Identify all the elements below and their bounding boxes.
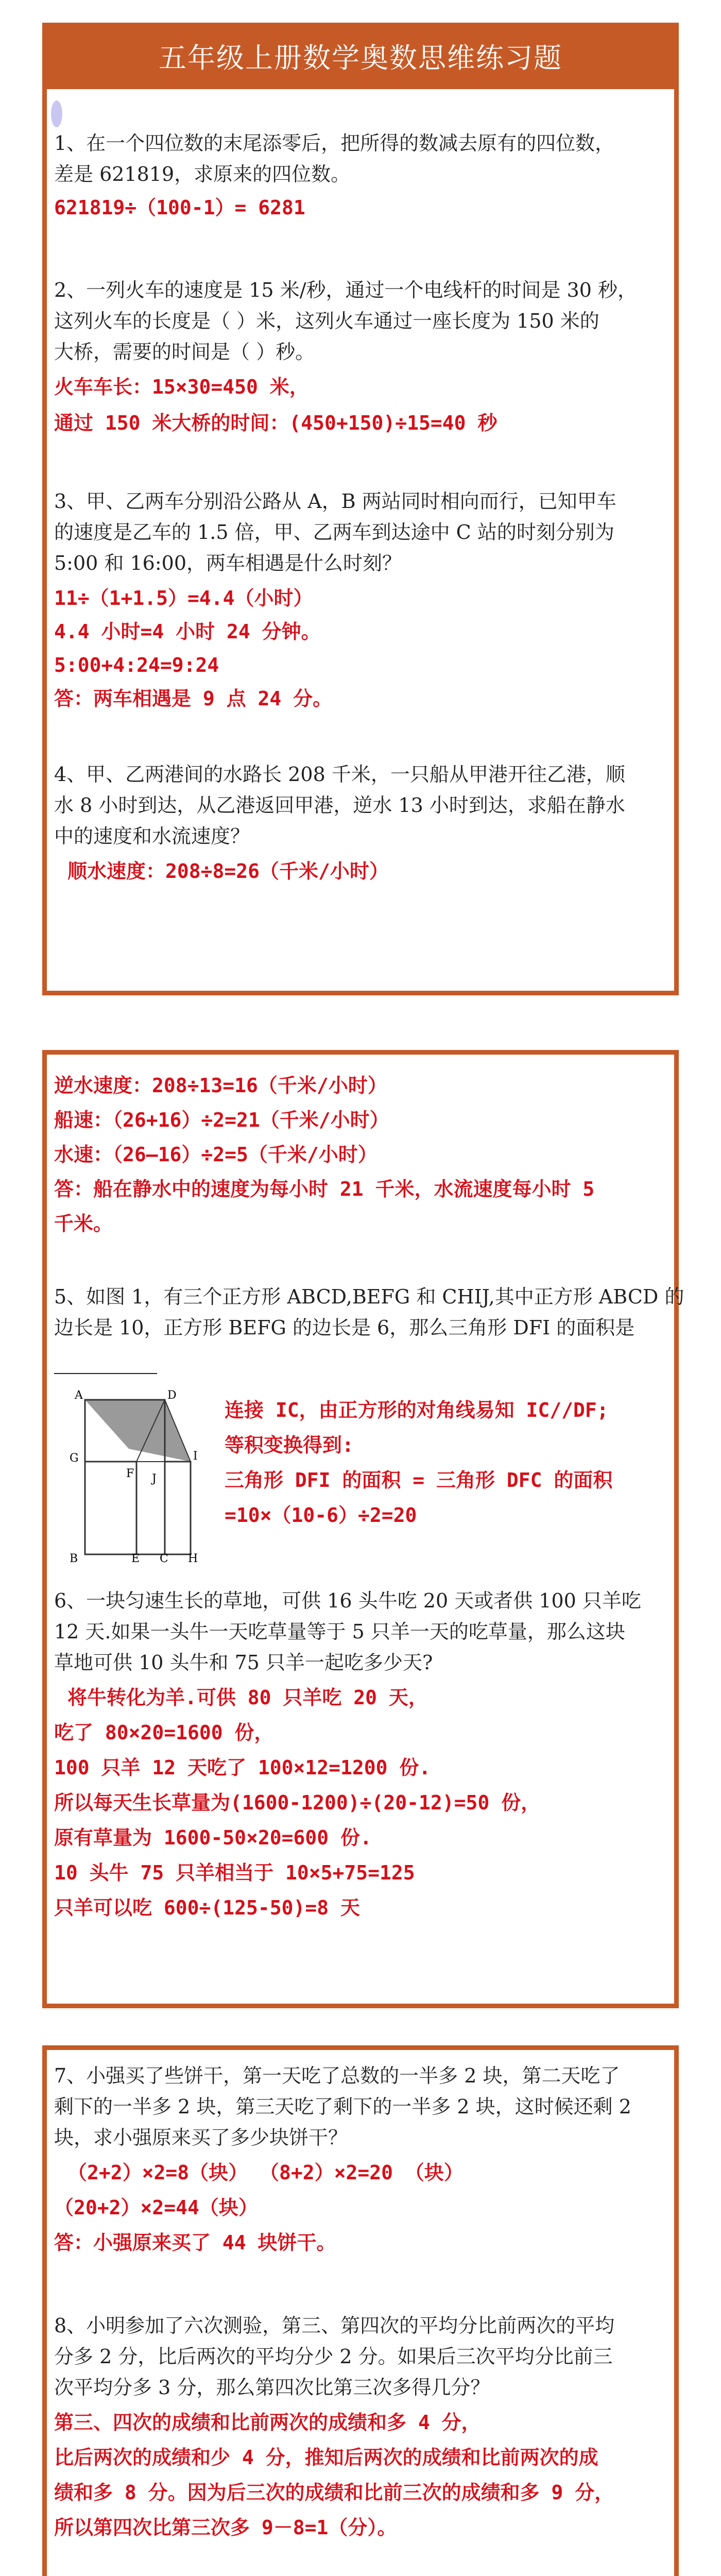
question-3-line: 5:00 和 16:00，两车相遇是什么时刻？ xyxy=(54,552,402,574)
answer-5-line: =10×（10-6）÷2=20 xyxy=(225,1504,417,1527)
figure-label: G xyxy=(70,1452,79,1465)
answer-4-cont-line: 答：船在静水中的速度为每小时 21 千米，水流速度每小时 5 xyxy=(54,1178,595,1200)
figure-label: D xyxy=(167,1389,177,1402)
question-4-line: 中的速度和水流速度？ xyxy=(54,825,250,848)
answer-8-line: 比后两次的成绩和少 4 分，推知后两次的成绩和比前两次的成 xyxy=(54,2446,598,2469)
answer-8-line: 所以第四次比第三次多 9－8=1（分）。 xyxy=(54,2516,397,2539)
question-5-line: 5、如图 1，有三个正方形 ABCD,BEFG 和 CHIJ,其中正方形 ABCD 的 xyxy=(54,1285,684,1308)
bullet-dot xyxy=(51,100,62,127)
answer-5-line: 连接 IC，由正方形的对角线易知 IC//DF; xyxy=(225,1399,609,1421)
answer-2-line: 通过 150 米大桥的时间：(450+150)÷15=40 秒 xyxy=(54,412,497,434)
question-1-line: 1、在一个四位数的末尾添零后，把所得的数减去原有的四位数， xyxy=(54,132,615,155)
question-2-line: 大桥，需要的时间是（ ）秒。 xyxy=(54,341,315,363)
answer-6-line: 只羊可以吃 600÷(125-50)=8 天 xyxy=(54,1896,360,1919)
figure-label: E xyxy=(131,1552,140,1565)
question-8-line: 分多 2 分，比后两次的平均分少 2 分。如果后三次平均分比前三 xyxy=(54,2345,613,2368)
answer-4-line: 顺水速度：208÷8=26（千米/小时） xyxy=(67,860,389,883)
answer-3-line: 答：两车相遇是 9 点 24 分。 xyxy=(54,687,333,710)
question-6-line: 6、一块匀速生长的草地，可供 16 头牛吃 20 天或者供 100 只羊吃 xyxy=(54,1589,641,1612)
answer-6-line: 原有草量为 1600-50×20=600 份. xyxy=(54,1826,372,1849)
figure-label: B xyxy=(70,1552,78,1565)
figure-label: I xyxy=(193,1450,198,1463)
question-6-line: 12 天.如果一头牛一天吃草量等于 5 只羊一天的吃草量，那么这块 xyxy=(54,1620,625,1643)
shaded-triangle-dfi xyxy=(85,1400,191,1462)
answer-blank xyxy=(54,1373,157,1374)
answer-7-line: （20+2）×2=44（块） xyxy=(54,2196,258,2219)
answer-5-line: 三角形 DFI 的面积 = 三角形 DFC 的面积 xyxy=(225,1469,613,1492)
answer-1-line: 621819÷（100-1）= 6281 xyxy=(54,196,305,219)
question-2-line: 2、一列火车的速度是 15 米/秒，通过一个电线杆的时间是 30 秒， xyxy=(54,279,638,301)
question-6-line: 草地可供 10 头牛和 75 只羊一起吃多少天? xyxy=(54,1651,433,1674)
figure-label: H xyxy=(188,1552,198,1565)
answer-5-line: 等积变换得到: xyxy=(225,1434,354,1456)
worksheet-page-2 xyxy=(42,1050,684,2008)
answer-3-line: 5:00+4:24=9:24 xyxy=(54,654,219,676)
answer-8-line: 第三、四次的成绩和比前两次的成绩和多 4 分， xyxy=(54,2411,481,2434)
answer-4-cont-line: 水速：（26—16）÷2=5（千米/小时） xyxy=(54,1143,377,1166)
question-7-line: 块，求小强原来买了多少块饼干？ xyxy=(54,2126,348,2149)
answer-7-line: （2+2）×2=8（块） （8+2）×2=20 （块） xyxy=(67,2161,464,2184)
figure-label: A xyxy=(75,1389,83,1402)
question-7-line: 7、小强买了些饼干，第一天吃了总数的一半多 2 块，第二天吃了 xyxy=(54,2064,620,2087)
question-3-line: 3、甲、乙两车分别沿公路从 A，B 两站同时相向而行，已知甲车 xyxy=(54,490,616,513)
answer-4-cont-line: 船速：（26+16）÷2=21（千米/小时） xyxy=(54,1109,389,1131)
answer-6-line: 100 只羊 12 天吃了 100×12=1200 份. xyxy=(54,1756,431,1779)
question-4-line: 水 8 小时到达，从乙港返回甲港，逆水 13 小时到达，求船在静水 xyxy=(54,794,625,817)
worksheet-page-3 xyxy=(42,2045,679,2576)
figure-label: C xyxy=(160,1552,168,1565)
figure-label: F xyxy=(126,1467,134,1480)
question-4-line: 4、甲、乙两港间的水路长 208 千米，一只船从甲港开往乙港，顺 xyxy=(54,763,625,786)
question-1-line: 差是 621819，求原来的四位数。 xyxy=(54,163,351,185)
answer-3-line: 11÷（1+1.5）=4.4（小时） xyxy=(54,587,313,609)
question-8-line: 次平均分多 3 分，那么第四次比第三次多得几分？ xyxy=(54,2376,490,2399)
answer-3-line: 4.4 小时=4 小时 24 分钟。 xyxy=(54,620,321,643)
answer-6-line: 10 头牛 75 只羊相当于 10×5+75=125 xyxy=(54,1861,415,1884)
question-2-line: 这列火车的长度是（ ）米，这列火车通过一座长度为 150 米的 xyxy=(54,310,599,332)
worksheet-page-1 xyxy=(42,23,679,995)
answer-6-line: 吃了 80×20=1600 份， xyxy=(54,1721,274,1744)
answer-4-cont-line: 千米。 xyxy=(54,1212,113,1235)
square-chij xyxy=(165,1462,191,1554)
figure-1-squares xyxy=(54,1389,209,1565)
answer-6-line: 所以每天生长草量为(1600-1200)÷(20-12)=50 份， xyxy=(54,1791,541,1814)
page-title: 五年级上册数学奥数思维练习题 xyxy=(47,27,674,89)
question-7-line: 剩下的一半多 2 块，第三天吃了剩下的一半多 2 块，这时候还剩 2 xyxy=(54,2095,631,2118)
answer-6-line: 将牛转化为羊.可供 80 只羊吃 20 天， xyxy=(67,1686,428,1709)
answer-8-line: 绩和多 8 分。因为后三次的成绩和比前三次的成绩和多 9 分， xyxy=(54,2481,614,2504)
answer-7-line: 答：小强原来买了 44 块饼干。 xyxy=(54,2231,336,2254)
figure-label: J xyxy=(152,1472,157,1485)
answer-4-cont-line: 逆水速度：208÷13=16（千米/小时） xyxy=(54,1074,387,1097)
question-8-line: 8、小明参加了六次测验，第三、第四次的平均分比前两次的平均 xyxy=(54,2314,615,2337)
answer-2-line: 火车车长：15×30=450 米， xyxy=(54,376,309,398)
question-3-line: 的速度是乙车的 1.5 倍，甲、乙两车到达途中 C 站的时刻分别为 xyxy=(54,521,614,544)
question-5-line: 边长是 10，正方形 BEFG 的边长是 6，那么三角形 DFI 的面积是 xyxy=(54,1316,635,1339)
